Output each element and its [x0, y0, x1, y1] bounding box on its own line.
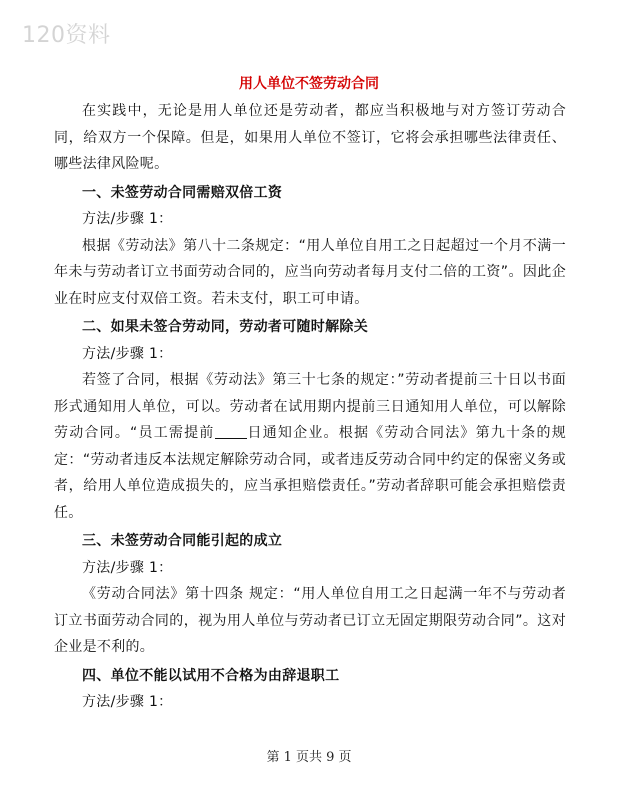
- section-2-text-part-1: 若签了合同，根据《劳动法》第三十七条的规定：”劳动者提前三十日以书面形式通知用人单位，可以。劳动者在试用期内提前三日通知用人单位，可以解除劳动合同。“员工需提前: [54, 372, 566, 441]
- section-3-method: 方法/步骤 1：: [82, 559, 173, 576]
- intro-paragraph: 在实践中，无论是用人单位还是劳动者，都应当积极地与对方签订劳动合同，给双方一个保障。但是，如果用人单位不签订，它将会承担哪些法律责任、哪些法律风险呢。: [54, 103, 566, 172]
- section-2-heading: 二、如果未签合劳动同，劳动者可随时解除关: [82, 319, 368, 335]
- section-2-text: [54, 367, 566, 526]
- section-3-heading: 三、未签劳动合同能引起的成立: [82, 533, 283, 549]
- section-4-method: 方法/步骤 1：: [82, 694, 173, 710]
- section-1-text: 根据《劳动法》第八十二条规定：“用人单位自用工之日起超过一个月不满一年未与劳动者订立书面劳动合同的，应当向劳动者每月支付二倍的工资”。因此企业在时应支付双倍工资。若未支付，职工可申请。: [54, 237, 566, 307]
- page-footer: 第 1 页共 9 页: [266, 750, 352, 765]
- section-4-heading: 四、单位不能以试用不合格为由辞退职工: [82, 667, 340, 684]
- section-1-heading: 一、未签劳动合同需赔双倍工资: [82, 184, 283, 201]
- page-title: 用人单位不签劳动合同: [239, 76, 379, 92]
- fill-in-blank: [215, 424, 247, 439]
- section-2-text-part-2: 日通知企业。根据《劳动合同法》第九十条的规定：“劳动者违反本法规定解除劳动合同，或者违反劳动合同中约定的保密义务或者，给用人单位造成损失的，应当承担赔偿责任。”劳动者辞职可能会承担赔偿责任。: [54, 425, 566, 521]
- document-body: [54, 98, 566, 716]
- section-3-text: 《劳动合同法》第十四条 规定：“用人单位自用工之日起满一年不与劳动者订立书面劳动合同的，视为用人单位与劳动者已订立无固定期限劳动合同”。这对企业是不利的。: [54, 586, 566, 655]
- section-1-method: 方法/步骤 1：: [82, 211, 173, 227]
- watermark: 120资料: [22, 23, 111, 48]
- section-2-method: 方法/步骤 1：: [82, 345, 173, 362]
